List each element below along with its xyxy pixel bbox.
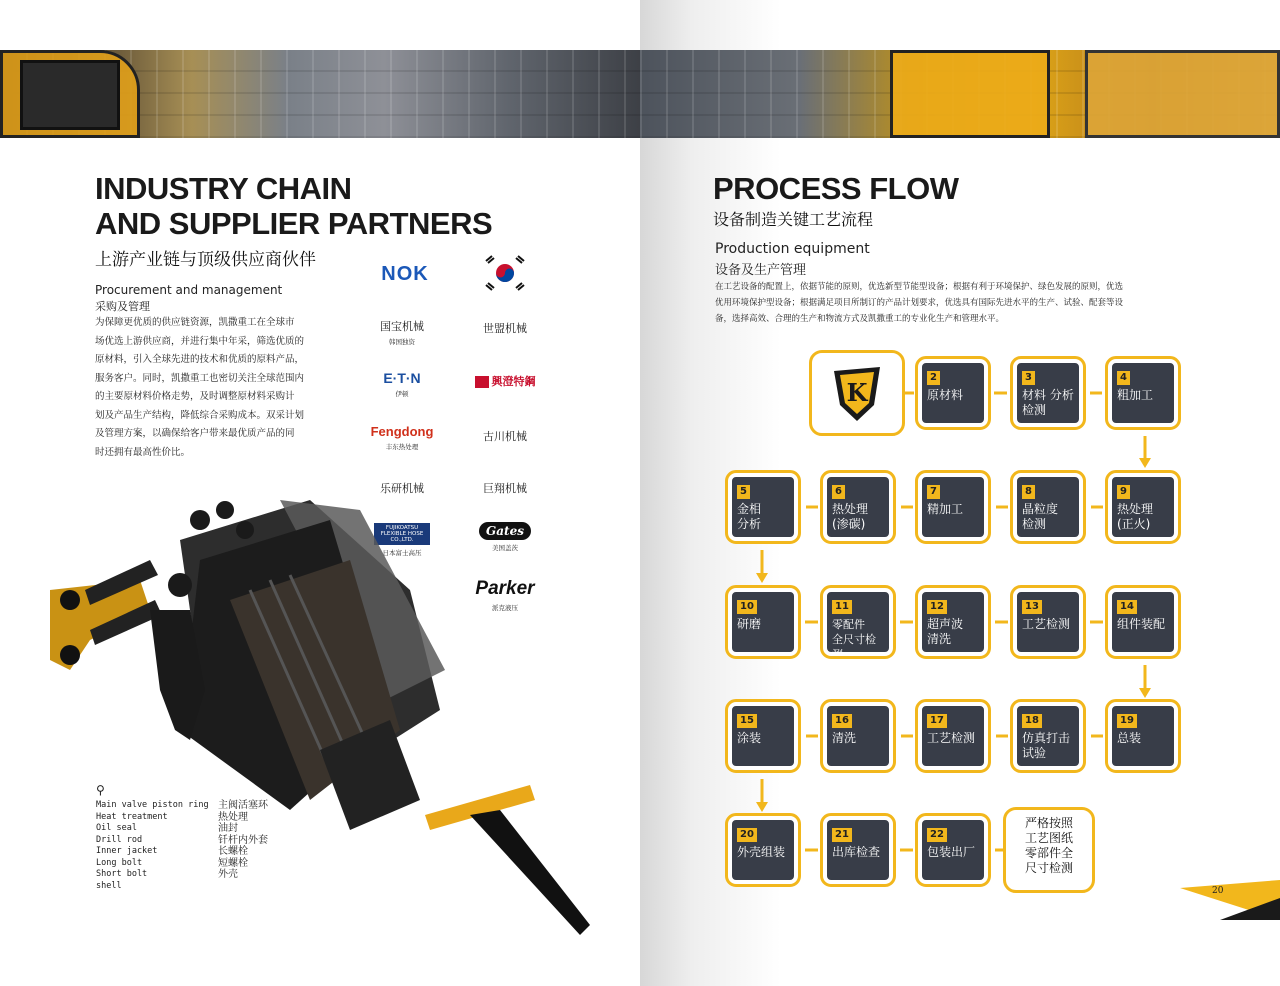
final-line: 严格按照 bbox=[1024, 816, 1073, 830]
svg-text:K: K bbox=[846, 378, 868, 407]
leyan-name: 乐研机械 bbox=[380, 482, 424, 495]
flow-step-19 bbox=[1108, 702, 1178, 770]
step-label bbox=[927, 617, 980, 647]
step-label-line: 分析 bbox=[737, 517, 762, 531]
step-label-line: 超声波 bbox=[927, 617, 964, 631]
fujikoatsu-name: FUJIKOATSU FLEXIBLE HOSE CO.,LTD. bbox=[374, 523, 430, 545]
flow-step-6 bbox=[823, 473, 893, 541]
step-label: 总装 bbox=[1117, 731, 1142, 745]
section-title-line1: INDUSTRY CHAIN bbox=[95, 171, 352, 206]
step-number: 19 bbox=[1117, 714, 1137, 728]
flow-step-13 bbox=[1013, 588, 1083, 656]
step-label: 研磨 bbox=[737, 617, 762, 631]
step-label-line: 金相 bbox=[737, 502, 762, 516]
step-label-line: (正火) bbox=[1117, 517, 1151, 531]
page-number: 20 bbox=[1212, 886, 1224, 896]
step-number: 12 bbox=[927, 600, 947, 614]
step-number: 4 bbox=[1117, 371, 1130, 385]
flow-step-16 bbox=[823, 702, 893, 770]
final-line: 工艺图纸 bbox=[1024, 831, 1073, 845]
fengdong-sub: 丰东热处理 bbox=[385, 443, 419, 451]
part-en: shell bbox=[96, 880, 122, 891]
body-line: 场优选上游供应商，并进行集中年采，筛选优质的 bbox=[95, 335, 305, 347]
step-label bbox=[832, 617, 885, 662]
gulchuan-logo bbox=[455, 428, 555, 444]
part-en: Long bolt bbox=[96, 857, 143, 868]
part-cn: 短螺栓 bbox=[218, 857, 248, 869]
step-label: 涂装 bbox=[737, 731, 762, 745]
top-photo-banner bbox=[0, 50, 640, 138]
step-label-line: 零配件 bbox=[832, 618, 865, 631]
flow-step-22 bbox=[918, 816, 988, 884]
step-number: 8 bbox=[1022, 485, 1035, 499]
parker-name: Parker bbox=[475, 578, 535, 599]
step-number: 16 bbox=[832, 714, 852, 728]
fengdong-logo bbox=[352, 424, 452, 451]
nok-logo bbox=[355, 263, 455, 286]
section-title-line2: AND SUPPLIER PARTNERS bbox=[95, 206, 493, 241]
step-label-line: 仿真打击 bbox=[1022, 731, 1071, 745]
equipment-heading-cn: 设备及生产管理 bbox=[715, 263, 807, 278]
step-number: 22 bbox=[927, 828, 947, 842]
body-line: 时还拥有最高性价比。 bbox=[95, 446, 191, 458]
step-label bbox=[1117, 502, 1170, 532]
flow-step-21 bbox=[823, 816, 893, 884]
step-number: 14 bbox=[1117, 600, 1137, 614]
procurement-heading-cn: 采购及管理 bbox=[95, 300, 150, 313]
step-number: 13 bbox=[1022, 600, 1042, 614]
flow-step-4 bbox=[1108, 359, 1178, 427]
body-line: 的主要原材料价格走势，及时调整原材料采购计 bbox=[95, 391, 295, 402]
eaton-sub: 伊顿 bbox=[395, 390, 409, 398]
step-label-line: 检测 bbox=[1022, 403, 1047, 417]
step-label-line: 检测 bbox=[1022, 517, 1047, 531]
guchuan-name: 古川机械 bbox=[483, 430, 527, 443]
step-label-line: (渗碳) bbox=[832, 517, 866, 531]
part-cn: 钎杆内外套 bbox=[218, 834, 268, 846]
equipment-heading-en: Production equipment bbox=[715, 241, 870, 257]
page-number-tab bbox=[1180, 880, 1280, 920]
xingcheng-name: 興澄特鋼 bbox=[491, 375, 536, 388]
flow-step-7 bbox=[918, 473, 988, 541]
step-label: 工艺检测 bbox=[927, 731, 976, 745]
step-number: 2 bbox=[927, 371, 940, 385]
fujikoatsu-sub: 日本富士高压 bbox=[382, 549, 422, 557]
step-label bbox=[1022, 502, 1075, 532]
flow-step-8 bbox=[1013, 473, 1083, 541]
part-cn: 主阀活塞环 bbox=[218, 800, 268, 811]
step-label: 外壳组装 bbox=[737, 845, 786, 859]
flow-step-17 bbox=[918, 702, 988, 770]
part-cn: 外壳 bbox=[218, 869, 238, 880]
step-label: 清洗 bbox=[832, 731, 857, 745]
kaisa-shield-icon bbox=[812, 353, 902, 433]
flow-step-10 bbox=[728, 588, 798, 656]
part-en: Main valve piston ring bbox=[96, 800, 209, 810]
guobao-sub: 韩国独资 bbox=[389, 338, 415, 346]
body-line: 划及产品生产结构，降低综合采购成本。双采计划 bbox=[95, 409, 305, 421]
body-line: 备，选择高效、合理的生产和物流方式及凯撒重工的专业化生产和管理水平。 bbox=[715, 314, 1005, 324]
part-en: Drill rod bbox=[96, 834, 143, 845]
part-cn: 长螺栓 bbox=[218, 846, 248, 857]
gates-name: Gates bbox=[479, 522, 531, 540]
korea-flag-icon bbox=[483, 253, 527, 293]
part-en: Inner jacket bbox=[96, 846, 158, 856]
step-label-line: 材料 分析 bbox=[1022, 388, 1074, 402]
step-number: 20 bbox=[737, 828, 757, 842]
part-cn: 油封 bbox=[218, 823, 238, 834]
flow-step-9 bbox=[1108, 473, 1178, 541]
step-label bbox=[1022, 731, 1075, 761]
step-label bbox=[737, 502, 790, 532]
step-label: 包装出厂 bbox=[927, 845, 976, 859]
body-line: 原材料，引入全球先进的技术和优质的原料产品， bbox=[95, 354, 305, 365]
guobao-logo bbox=[352, 318, 452, 346]
step-label: 精加工 bbox=[927, 502, 964, 516]
flow-step-3 bbox=[1013, 359, 1083, 427]
step-number: 9 bbox=[1117, 485, 1130, 499]
juxiang-name: 巨翔机械 bbox=[483, 482, 527, 495]
flow-step-2 bbox=[918, 359, 988, 427]
gates-sub: 美国盖茨 bbox=[492, 544, 518, 552]
shimeng-logo bbox=[455, 320, 555, 336]
step-label-line: 热处理 bbox=[1117, 502, 1154, 516]
kaisa-logo-box bbox=[812, 353, 902, 433]
step-number: 6 bbox=[832, 485, 845, 499]
step-number: 11 bbox=[832, 600, 852, 614]
step-label: 粗加工 bbox=[1117, 388, 1154, 402]
step-label: 组件装配 bbox=[1117, 617, 1166, 631]
right-page bbox=[640, 0, 1280, 986]
nok-logo-text: NOK bbox=[381, 263, 429, 285]
step-label-line: 清洗 bbox=[927, 632, 952, 646]
body-line: 服务客户。同时，凯撒重工也密切关注全球范围内 bbox=[95, 372, 305, 384]
flow-step-14 bbox=[1108, 588, 1178, 656]
section-subtitle: 上游产业链与顶级供应商伙伴 bbox=[95, 250, 316, 270]
part-cn: 热处理 bbox=[218, 811, 248, 823]
parts-list-cn bbox=[218, 800, 268, 881]
step-label: 工艺检测 bbox=[1022, 617, 1071, 631]
step-label bbox=[832, 502, 885, 532]
step-label-line: 晶粒度 bbox=[1022, 502, 1059, 516]
procurement-body bbox=[95, 314, 335, 462]
step-number: 18 bbox=[1022, 714, 1042, 728]
flow-step-18 bbox=[1013, 702, 1083, 770]
step-label-line: 试验 bbox=[1022, 746, 1047, 760]
step-number: 5 bbox=[737, 485, 750, 499]
body-line: 为保障更优质的供应链资源，凯撒重工在全球市 bbox=[95, 317, 295, 328]
part-en: Heat treatment bbox=[96, 811, 168, 822]
flow-step-20 bbox=[728, 816, 798, 884]
procurement-heading-en: Procurement and management bbox=[95, 283, 283, 297]
part-en: Oil seal bbox=[96, 823, 137, 833]
final-line: 尺寸检测 bbox=[1024, 861, 1073, 875]
step-label: 原材料 bbox=[927, 388, 964, 402]
flow-step-15 bbox=[728, 702, 798, 770]
fengdong-name: Fengdong bbox=[370, 424, 434, 439]
search-icon: ⚲ bbox=[96, 783, 105, 797]
eaton-name: E·T·N bbox=[383, 370, 421, 386]
step-number: 17 bbox=[927, 714, 947, 728]
body-line: 在工艺设备的配置上，依据节能的原则，优选新型节能型设备；根据有利于环境保护、绿色发展的原则，优选 bbox=[715, 282, 1124, 292]
final-line: 零部件全 bbox=[1024, 846, 1073, 860]
xingcheng-icon bbox=[475, 376, 489, 388]
step-number: 10 bbox=[737, 600, 757, 614]
step-label-line: 热处理 bbox=[832, 502, 869, 516]
step-label: 出库检查 bbox=[832, 845, 881, 859]
body-line: 及管理方案，以确保给客户带来最优质产品的同 bbox=[95, 428, 295, 439]
guobao-name: 国宝机械 bbox=[380, 320, 424, 333]
step-number: 15 bbox=[737, 714, 757, 728]
parts-list-en bbox=[96, 800, 209, 892]
parker-sub: 派克液压 bbox=[492, 604, 518, 612]
xingcheng-logo bbox=[455, 373, 555, 389]
process-flow-title: PROCESS FLOW bbox=[713, 171, 959, 206]
flow-step-5 bbox=[728, 473, 798, 541]
step-number: 3 bbox=[1022, 371, 1035, 385]
flow-step-12 bbox=[918, 588, 988, 656]
part-en: Short bolt bbox=[96, 869, 148, 879]
final-inspection-box bbox=[1006, 810, 1092, 890]
shimeng-name: 世盟机械 bbox=[483, 322, 527, 335]
body-line: 优用环境保护型设备；根据满足项目所制订的产品计划要求，优选具有国际先进水平的生产、试验、配套等设 bbox=[715, 298, 1124, 308]
flow-step-11 bbox=[823, 588, 893, 661]
step-label bbox=[1022, 388, 1075, 418]
korea-flag-logo bbox=[455, 253, 555, 296]
step-number: 21 bbox=[832, 828, 852, 842]
step-label-line: 全尺寸检测 bbox=[832, 633, 876, 661]
process-flow-subtitle: 设备制造关键工艺流程 bbox=[713, 210, 874, 229]
eaton-logo bbox=[352, 370, 452, 398]
step-number: 7 bbox=[927, 485, 940, 499]
